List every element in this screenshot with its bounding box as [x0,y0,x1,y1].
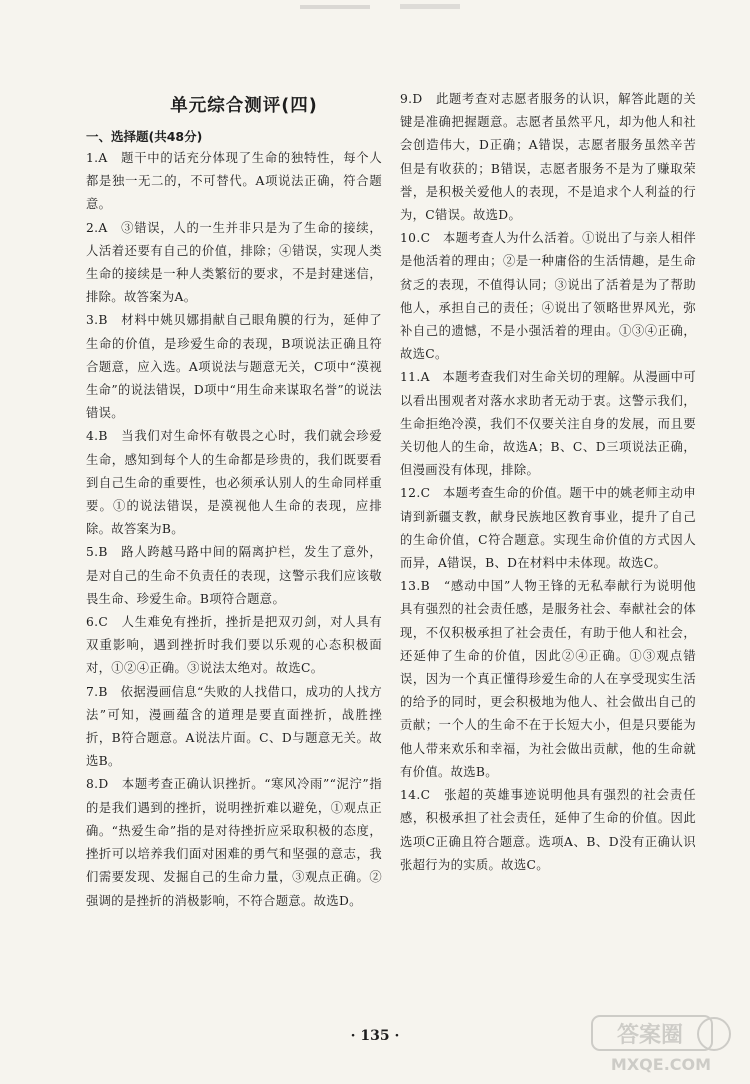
answer-item: 3.B 材料中姚贝娜捐献自己眼角膜的行为，延伸了生命的价值，是珍爱生命的表现，B项说法正确且符合题意，应入选。A项说法与题意无关，C项中“漠视生命”的说法错误，D项中“用生命来谋取名誉”的说法错误。 [86,313,382,421]
answer-item: 7.B 依据漫画信息“失败的人找借口，成功的人找方法”可知，漫画蕴含的道理是要直面挫折，战胜挫折，B符合题意。A说法片面。C、D与题意无关。故选B。 [86,684,382,769]
answer-item: 11.A 本题考查我们对生命关切的理解。从漫画中可以看出围观者对落水求助者无动于衷。这警示我们，生命拒绝冷漠，我们不仅要关注自身的发展，而且要关切他人的生命，故选A；B、C、D三项说法正确，但漫画没有体现，排除。 [400,370,696,478]
answer-item: 14.C 张超的英雄事迹说明他具有强烈的社会责任感，积极承担了社会责任，延伸了生命的价值。因此选项C正确且符合题意。选项A、B、D没有正确认识张超行为的实质。故选C。 [400,788,696,872]
answer-item: 13.B “感动中国”人物王锋的无私奉献行为说明他具有强烈的社会责任感，是服务社会、奉献社会的体现，不仅积极承担了社会责任，有助于他人和社会，还延伸了生命的价值，因此②④正确。①③观点错误，因为一个真正懂得珍爱生命的人在享受现实生活的给予的同时，更会积极地为他人、社会做出自己的贡献；一个人的生命不在于长短大小，但是只要能为他人带来欢乐和幸福，为社会做出贡献，他的生命就有价值。故选B。 [400,579,696,779]
answer-item: 8.D 本题考查正确认识挫折。“寒风冷雨”“泥泞”指的是我们遇到的挫折，说明挫折难以避免，①观点正确。“热爱生命”指的是对待挫折应采取积极的态度，挫折可以培养我们面对困难的勇气和坚强的意志，我们需要发现、发掘自己的生命力量，③观点正确。②强调的是挫折的消极影响，不符合题意。故选D。 [86,777,382,908]
svg-text:MXQE.COM: MXQE.COM [610,1055,712,1074]
svg-text:答案圈: 答案圈 [616,1023,684,1048]
answer-item: 9.D 此题考查对志愿者服务的认识，解答此题的关键是准确把握题意。志愿者虽然平凡，却为他人和社会创造伟大，D正确；A错误，志愿者服务虽然辛苦但是有收获的；B错误，志愿者服务不是为了赚取荣誉，是积极关爱他人的表现，不是追求个人利益的行为，C错误。故选D。 [400,92,696,223]
watermark-logo [586,1010,736,1076]
answer-item: 6.C 人生难免有挫折，挫折是把双刃剑，对人具有双重影响，遇到挫折时我们要以乐观的心态积极面对，①②④正确。③说法太绝对。故选C。 [86,615,382,676]
page-title: 单元综合测评(四) [170,96,318,116]
answer-item: 2.A ③错误，人的一生并非只是为了生命的接续，人活着还要有自己的价值，排除；④错误，实现人类生命的接续是一种人类繁衍的要求，不是封建迷信，排除。故答案为A。 [86,220,382,305]
left-column [86,88,382,913]
page-number: · 135 · [350,1028,400,1044]
scan-artifact [300,2,480,12]
answer-item: 4.B 当我们对生命怀有敬畏之心时，我们就会珍爱生命，感知到每个人的生命都是珍贵的，我们既要看到自己生命的重要性，也必须承认别人的生命同样重要。①的说法错误，是漠视他人生命的表现，应排除。故答案为B。 [86,429,382,537]
section-heading: 一、选择题(共48分) [86,129,203,144]
answer-item: 5.B 路人跨越马路中间的隔离护栏，发生了意外，是对自己的生命不负责任的表现，这警示我们应该敬畏生命、珍爱生命。B项符合题意。 [86,545,382,606]
answer-item: 1.A 题干中的话充分体现了生命的独特性，每个人都是独一无二的，不可替代。A项说法正确，符合题意。 [86,151,382,212]
right-column [400,88,696,877]
answer-item: 10.C 本题考查人为什么活着。①说出了与亲人相伴是他活着的理由；②是一种庸俗的生活情趣，是生命贫乏的表现，不值得认同；③说出了活着是为了帮助他人，承担自己的责任；④说出了领略世界风光，弥补自己的遗憾，不是小强活着的理由。①③④正确，故选C。 [400,231,696,362]
answer-item: 12.C 本题考查生命的价值。题干中的姚老师主动申请到新疆支教，献身民族地区教育事业，提升了自己的生命价值，C符合题意。实现生命价值的方式因人而异，A错误，B、D在材料中未体现。故选C。 [400,486,696,571]
